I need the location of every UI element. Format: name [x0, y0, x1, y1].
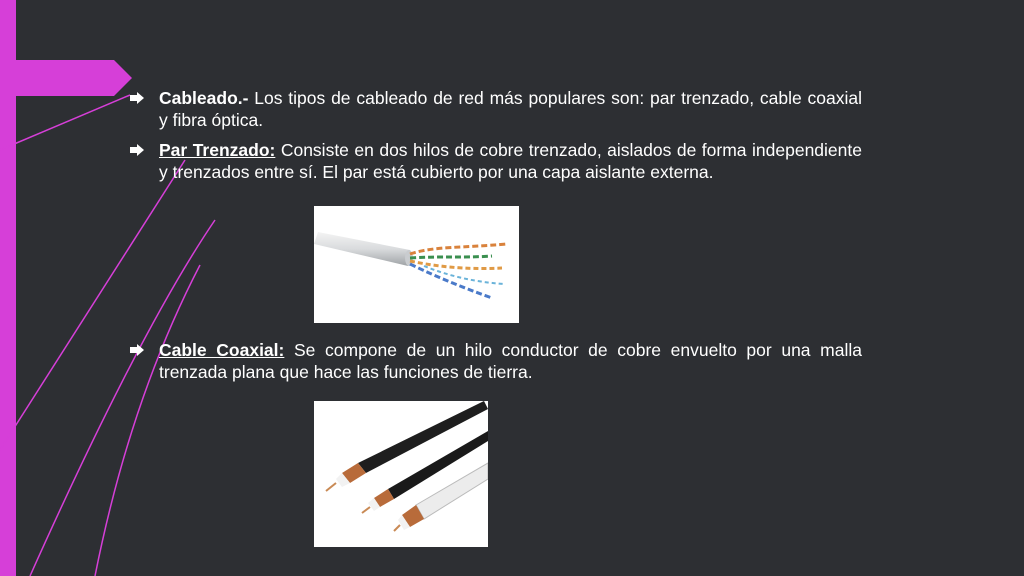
bullet-cableado: [130, 88, 862, 131]
arrow-bullet-icon: [130, 144, 144, 156]
bullet-par-trenzado: [130, 140, 862, 183]
twisted-pair-cable-image: [314, 206, 519, 323]
arrow-bullet-icon: [130, 344, 144, 356]
accent-line: [0, 95, 130, 150]
bullet-text: [159, 140, 862, 183]
coaxial-cable-illustration: [314, 401, 488, 547]
bullet-term: Par Trenzado:: [159, 140, 276, 160]
accent-line: [0, 160, 185, 450]
bullet-body: Se compone de un hilo conductor de cobre envuelto por una malla trenzada plana que hace las funciones de tierra.: [159, 340, 862, 382]
bullet-term: Cableado.-: [159, 88, 249, 108]
accent-line: [95, 265, 200, 576]
bullet-cable-coaxial: [130, 340, 862, 383]
bullet-text: [159, 88, 862, 131]
bullet-term: Cable Coaxial:: [159, 340, 285, 360]
coaxial-cable-image: [314, 401, 488, 547]
twisted-pair-cable-illustration: [314, 206, 519, 323]
title-tab-shape: [0, 60, 132, 96]
arrow-bullet-icon: [130, 92, 144, 104]
bullet-body: Consiste en dos hilos de cobre trenzado, aislados de forma independiente y trenzados entre sí. El par está cubierto por una capa aislante externa.: [159, 140, 862, 182]
bullet-text: [159, 340, 862, 383]
bullet-body: Los tipos de cableado de red más populares son: par trenzado, cable coaxial y fibra óptica.: [159, 88, 862, 130]
accent-line: [30, 220, 215, 576]
